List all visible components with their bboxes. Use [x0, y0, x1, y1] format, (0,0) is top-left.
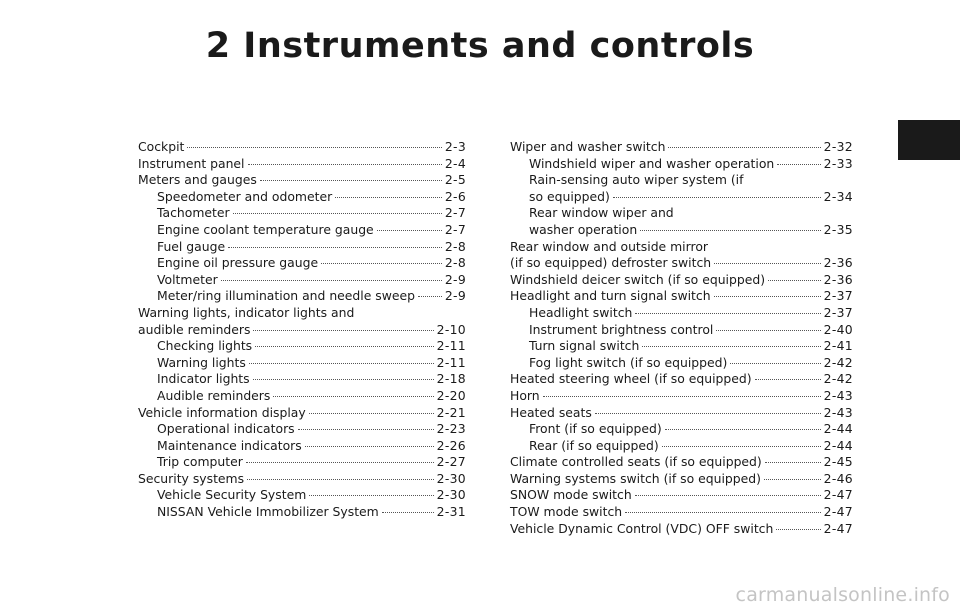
dot-leader [543, 396, 821, 397]
toc-page-number: 2-36 [823, 271, 853, 287]
toc-entry-title: TOW mode switch [510, 504, 623, 520]
dot-leader [298, 429, 434, 430]
toc-page-number: 2-23 [436, 421, 466, 437]
toc-page-number: 2-42 [823, 354, 853, 370]
toc-entry-title: Meter/ring illumination and needle sweep [157, 288, 415, 304]
dot-leader [668, 147, 820, 148]
toc-page-number: 2-35 [823, 221, 853, 237]
toc-entry[interactable] [138, 504, 466, 521]
toc-page-number: 2-45 [823, 454, 853, 470]
toc-page-number: 2-33 [823, 155, 853, 171]
toc-page-number: 2-27 [436, 454, 466, 470]
toc-page-number: 2-20 [436, 387, 466, 403]
dot-leader [764, 479, 821, 480]
toc-entry[interactable] [138, 189, 466, 206]
toc-page-number: 2-5 [444, 172, 466, 188]
dot-leader [273, 396, 433, 397]
dot-leader [305, 446, 434, 447]
toc-entry-title: Audible reminders [157, 387, 271, 403]
toc-entry[interactable] [138, 338, 466, 355]
toc-entry-title: Wiper and washer switch [510, 139, 666, 154]
toc-entry[interactable] [510, 172, 853, 205]
dot-leader [253, 379, 434, 380]
toc-page-number: 2-44 [823, 421, 853, 437]
dot-leader [246, 462, 434, 463]
dot-leader [309, 495, 433, 496]
dot-leader [595, 413, 821, 414]
toc-entry[interactable] [138, 288, 466, 305]
toc-page-number: 2-32 [823, 139, 853, 154]
toc-entry-title: Heated steering wheel (if so equipped) [510, 371, 752, 387]
toc-page-number: 2-47 [823, 520, 853, 536]
toc-page-number: 2-43 [823, 387, 853, 403]
toc-entry-title: Front (if so equipped) [529, 421, 662, 437]
toc-entry-title: Rain-sensing auto wiper system (if [529, 172, 744, 188]
dot-leader [309, 413, 434, 414]
toc-entry[interactable] [510, 405, 853, 422]
toc-page-number: 2-37 [823, 304, 853, 320]
toc-entry-title: Headlight and turn signal switch [510, 288, 711, 304]
dot-leader [776, 529, 820, 530]
toc-page-number: 2-37 [823, 288, 853, 304]
toc-entry[interactable] [510, 438, 853, 455]
dot-leader [777, 164, 820, 165]
toc-page-number: 2-9 [444, 288, 466, 304]
toc-entry[interactable] [138, 222, 466, 239]
toc-entry-title: Windshield wiper and washer operation [529, 155, 775, 171]
toc-entry[interactable] [510, 305, 853, 322]
toc-entry-title: NISSAN Vehicle Immobilizer System [157, 504, 379, 520]
toc-entry[interactable] [510, 272, 853, 289]
dot-leader [247, 479, 434, 480]
toc-page-number: 2-9 [444, 271, 466, 287]
watermark: carmanualsonline.info [735, 584, 950, 606]
chapter-tab-marker [898, 120, 960, 160]
dot-leader [255, 346, 434, 347]
dot-leader [248, 164, 442, 165]
toc-entry[interactable] [510, 471, 853, 488]
toc-page-number: 2-8 [444, 255, 466, 271]
dot-leader [640, 230, 820, 231]
toc-entry[interactable] [138, 405, 466, 422]
toc-page-number: 2-47 [823, 487, 853, 503]
toc-entry-title: Indicator lights [157, 371, 250, 387]
toc-entry[interactable] [510, 454, 853, 471]
dot-leader [714, 296, 821, 297]
dot-leader [335, 197, 442, 198]
toc-entry-title: Vehicle Dynamic Control (VDC) OFF switch [510, 520, 774, 536]
toc-page-number: 2-30 [436, 470, 466, 486]
toc-entry-title: Operational indicators [157, 421, 295, 437]
toc-entry-title: Turn signal switch [529, 338, 640, 354]
toc-entry[interactable] [138, 255, 466, 272]
toc-entry-title: Windshield deicer switch (if so equipped) [510, 271, 766, 287]
toc-entry-title: Checking lights [157, 338, 253, 354]
toc-entry-title: Tachometer [157, 205, 230, 221]
toc-entry-title: Fog light switch (if so equipped) [529, 354, 728, 370]
toc-page-number: 2-7 [444, 205, 466, 221]
toc-entry[interactable] [138, 371, 466, 388]
toc-entry[interactable] [510, 521, 853, 538]
toc-page-number: 2-11 [436, 354, 466, 370]
toc-entry-title: Rear window and outside mirror [510, 238, 709, 254]
toc-entry-title: (if so equipped) defroster switch [510, 255, 712, 271]
toc-entry[interactable] [138, 388, 466, 405]
toc-entry-title: Maintenance indicators [157, 437, 302, 453]
toc-entry[interactable] [138, 355, 466, 372]
toc-page-number: 2-46 [823, 470, 853, 486]
toc-page-number: 2-43 [823, 404, 853, 420]
toc-page-number: 2-31 [436, 504, 466, 520]
dot-leader [228, 247, 442, 248]
toc-page-number: 2-41 [823, 338, 853, 354]
dot-leader [635, 495, 821, 496]
dot-leader [642, 346, 820, 347]
dot-leader [377, 230, 442, 231]
toc-right-column [510, 139, 853, 537]
toc-page-number: 2-34 [823, 188, 853, 204]
dot-leader [768, 280, 821, 281]
toc-entry[interactable] [510, 156, 853, 173]
toc-entry-title: Speedometer and odometer [157, 188, 333, 204]
toc-entry[interactable] [510, 388, 853, 405]
dot-leader [665, 429, 821, 430]
toc-entry[interactable] [138, 139, 466, 156]
toc-entry[interactable] [510, 487, 853, 504]
dot-leader [716, 330, 820, 331]
toc-entry-title: Trip computer [157, 454, 243, 470]
toc-entry[interactable] [510, 504, 853, 521]
toc-entry-title: Horn [510, 387, 540, 403]
dot-leader [635, 313, 820, 314]
toc-page-number: 2-26 [436, 437, 466, 453]
toc-entry-title: Instrument brightness control [529, 321, 714, 337]
toc-entry-title: Instrument panel [138, 155, 245, 171]
toc-entry[interactable] [510, 355, 853, 372]
dot-leader [260, 180, 442, 181]
toc-entry-title: Meters and gauges [138, 172, 257, 188]
toc-entry-title: Warning lights, indicator lights and [138, 304, 355, 320]
toc-entry[interactable] [510, 239, 853, 272]
toc-entry[interactable] [510, 322, 853, 339]
toc-entry-title: Cockpit [138, 139, 185, 154]
toc-entry[interactable] [138, 156, 466, 173]
toc-entry-title: Heated seats [510, 404, 592, 420]
dot-leader [321, 263, 442, 264]
toc-entry-title: Headlight switch [529, 304, 633, 320]
toc-entry[interactable] [138, 305, 466, 338]
dot-leader [730, 363, 820, 364]
toc-entry[interactable] [510, 205, 853, 238]
toc-page-number: 2-10 [436, 321, 466, 337]
toc-entry[interactable] [510, 421, 853, 438]
dot-leader [382, 512, 434, 513]
toc-page-number: 2-11 [436, 338, 466, 354]
toc-entry-title: Engine oil pressure gauge [157, 255, 319, 271]
toc-entry-title: audible reminders [138, 321, 251, 337]
toc-page-number: 2-3 [444, 139, 466, 154]
toc-entry[interactable] [138, 421, 466, 438]
toc-entry-title: SNOW mode switch [510, 487, 632, 503]
toc-page-number: 2-8 [444, 238, 466, 254]
toc-entry[interactable] [510, 139, 853, 156]
toc-entry[interactable] [510, 338, 853, 355]
toc-entry[interactable] [138, 172, 466, 189]
dot-leader [625, 512, 821, 513]
dot-leader [187, 147, 441, 148]
dot-leader [418, 296, 442, 297]
toc-entry[interactable] [510, 288, 853, 305]
toc-entry[interactable] [138, 438, 466, 455]
toc-page-number: 2-4 [444, 155, 466, 171]
dot-leader [765, 462, 821, 463]
toc-page-number: 2-40 [823, 321, 853, 337]
toc-entry[interactable] [138, 239, 466, 256]
toc-entry-title: Security systems [138, 470, 245, 486]
toc-entry[interactable] [138, 454, 466, 471]
dot-leader [253, 330, 433, 331]
toc-entry-title: Fuel gauge [157, 238, 226, 254]
dot-leader [249, 363, 434, 364]
toc-entry-title: washer operation [529, 221, 638, 237]
dot-leader [613, 197, 821, 198]
toc-entry-title: Rear (if so equipped) [529, 437, 659, 453]
toc-page-number: 2-30 [436, 487, 466, 503]
toc-left-column [138, 139, 466, 521]
toc-page-number: 2-42 [823, 371, 853, 387]
toc-page-number: 2-7 [444, 221, 466, 237]
toc-page-number: 2-6 [444, 188, 466, 204]
toc-entry-title: Climate controlled seats (if so equipped) [510, 454, 762, 470]
dot-leader [233, 213, 442, 214]
dot-leader [755, 379, 821, 380]
toc-entry[interactable] [510, 371, 853, 388]
toc-entry-title: Vehicle Security System [157, 487, 307, 503]
toc-page-number: 2-47 [823, 504, 853, 520]
toc-entry[interactable] [138, 471, 466, 488]
toc-page-number: 2-36 [823, 255, 853, 271]
toc-entry-title: Voltmeter [157, 271, 218, 287]
toc-entry-title: Rear window wiper and [529, 205, 674, 221]
toc-page-number: 2-44 [823, 437, 853, 453]
dot-leader [714, 263, 821, 264]
dot-leader [221, 280, 442, 281]
toc-entry-title: Engine coolant temperature gauge [157, 221, 374, 237]
toc-entry[interactable] [138, 205, 466, 222]
toc-page-number: 2-21 [436, 404, 466, 420]
toc-entry[interactable] [138, 272, 466, 289]
chapter-title: 2 Instruments and controls [205, 26, 755, 66]
dot-leader [662, 446, 821, 447]
toc-entry[interactable] [138, 487, 466, 504]
toc-entry-title: Warning systems switch (if so equipped) [510, 470, 761, 486]
toc-page-number: 2-18 [436, 371, 466, 387]
toc-entry-title: Vehicle information display [138, 404, 306, 420]
toc-entry-title: Warning lights [157, 354, 246, 370]
toc-entry-title: so equipped) [529, 188, 610, 204]
